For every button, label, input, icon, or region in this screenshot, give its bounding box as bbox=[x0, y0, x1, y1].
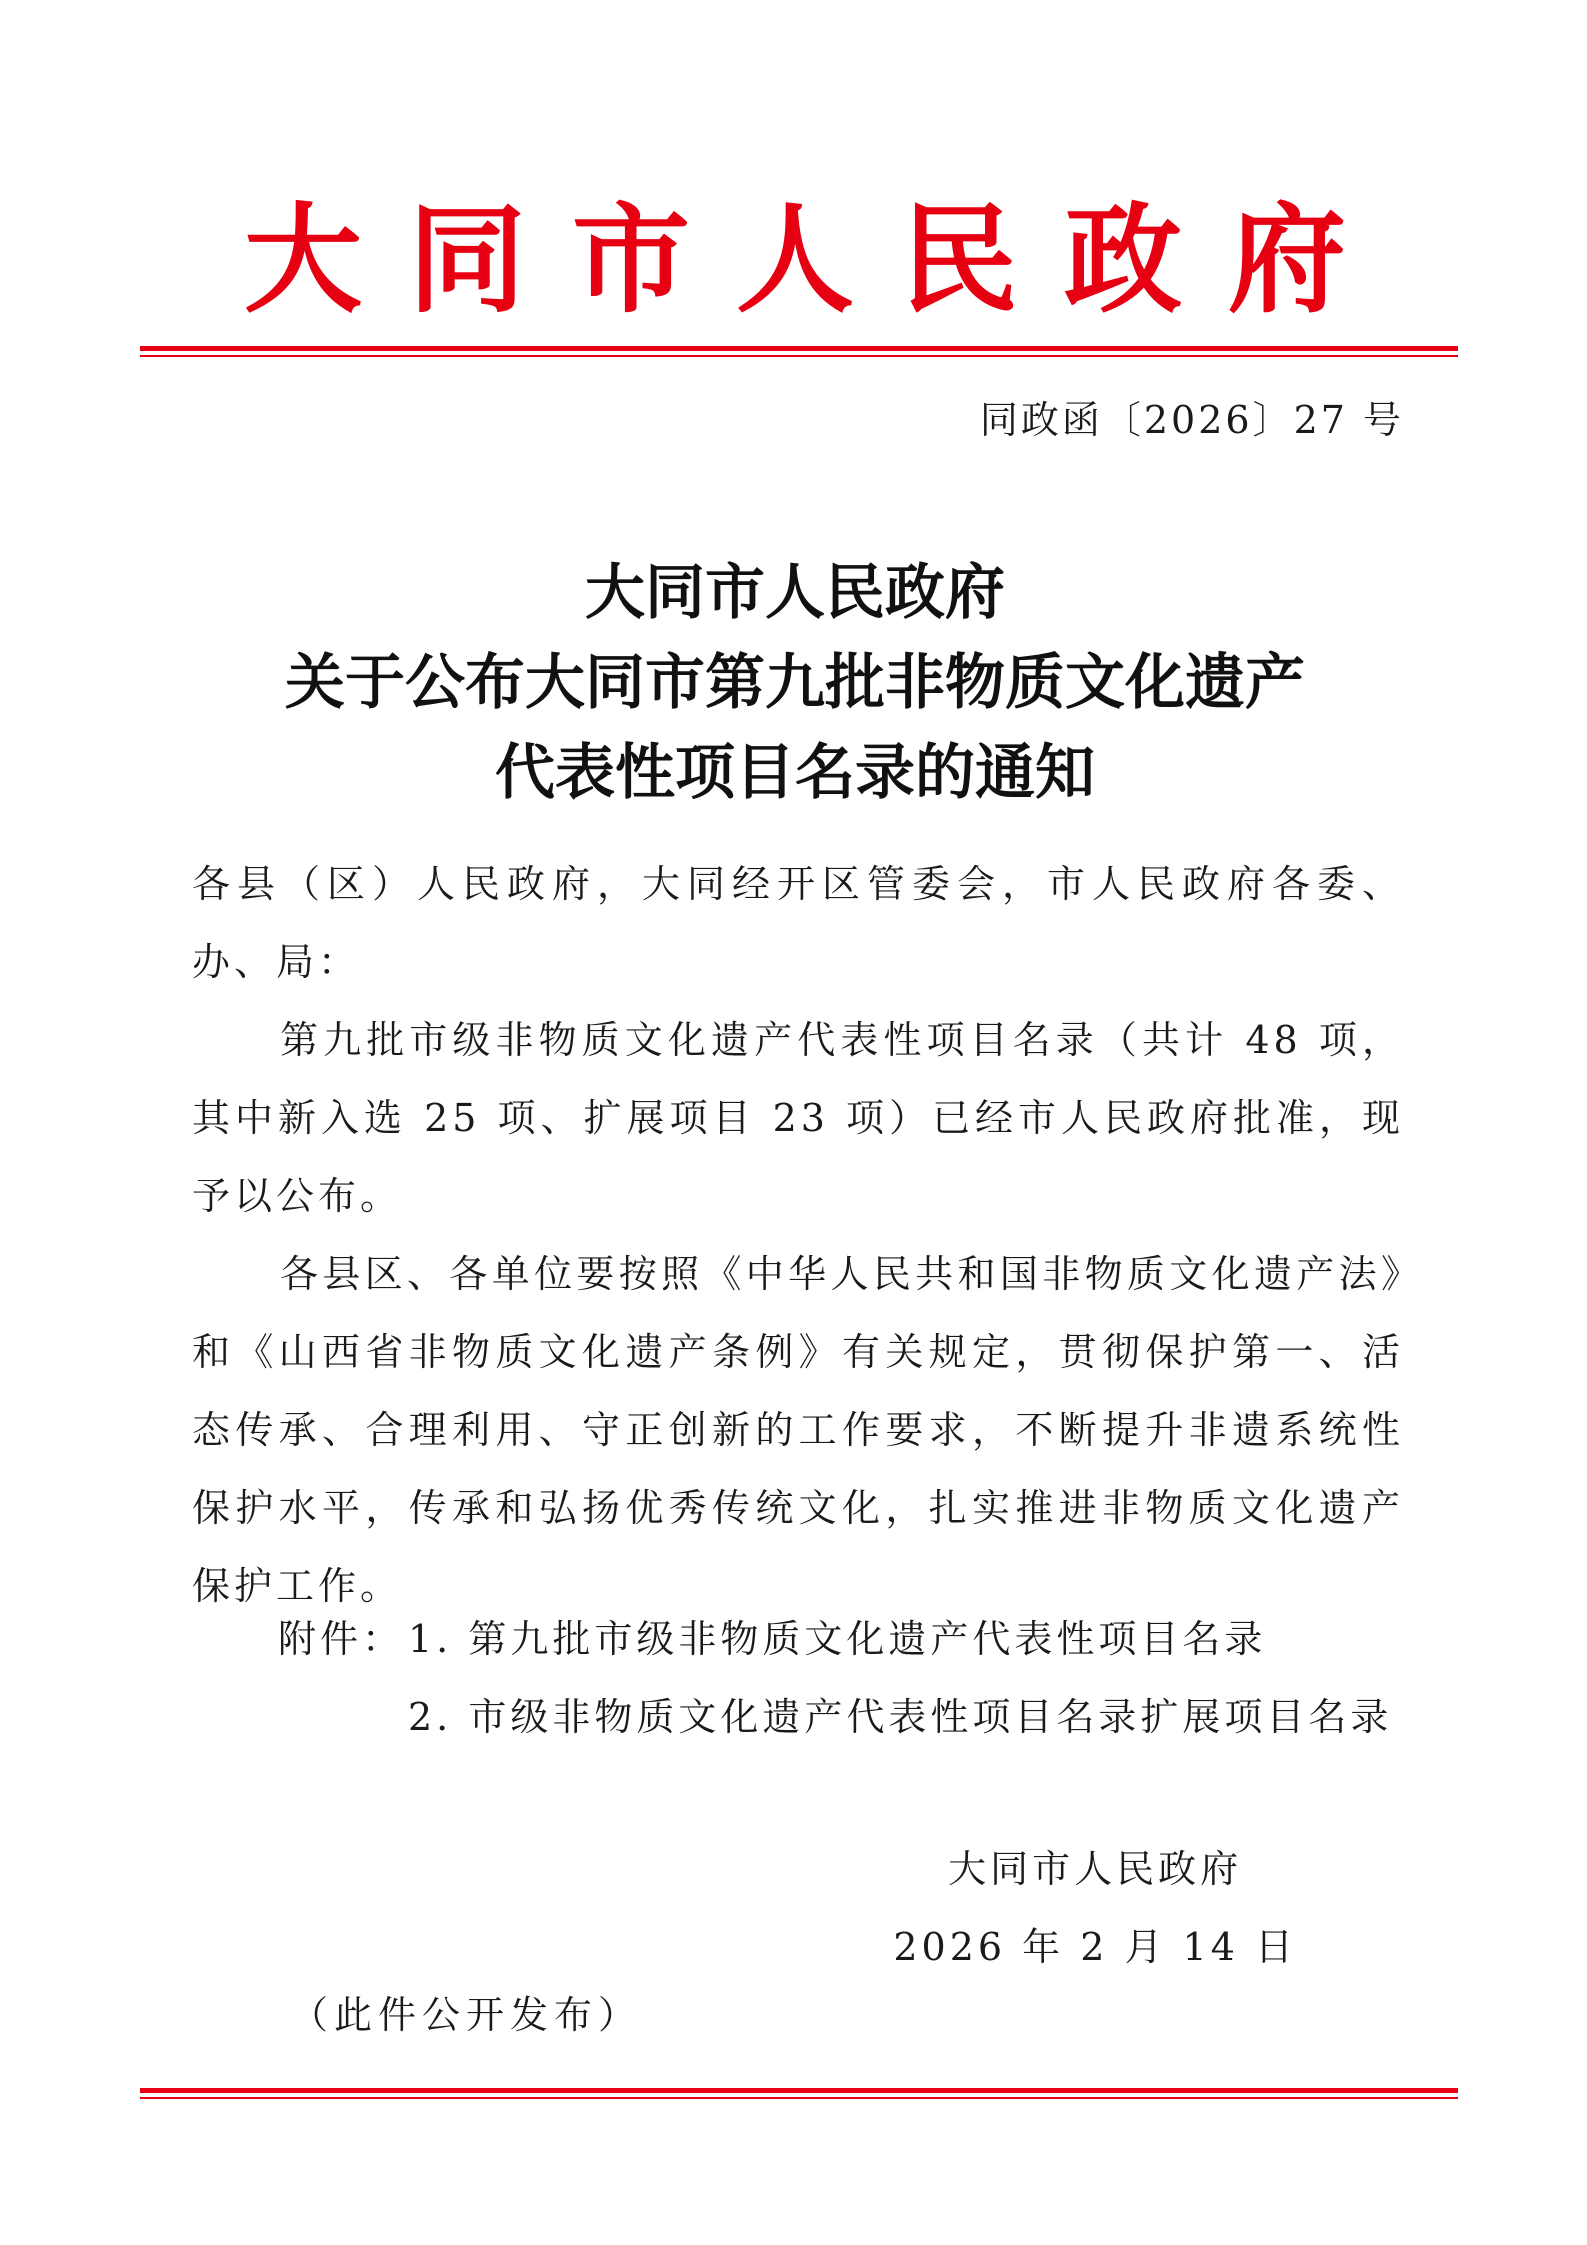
attachment-item: 2. 市级非物质文化遗产代表性项目名录扩展项目名录 bbox=[408, 1695, 1393, 1739]
masthead-divider bbox=[140, 346, 1458, 357]
issuer-name: 大同市人民政府 bbox=[948, 1847, 1243, 1891]
attachments-label: 附件： bbox=[278, 1617, 405, 1661]
document-body bbox=[192, 845, 1404, 1625]
attachment-row bbox=[278, 1678, 1392, 1756]
document-title bbox=[140, 548, 1450, 818]
footer-divider bbox=[140, 2088, 1458, 2099]
issue-date: 2026 年 2 月 14 日 bbox=[893, 1925, 1297, 1969]
body-paragraph-approval: 第九批市级非物质文化遗产代表性项目名录（共计 48 项，其中新入选 25 项、扩展项目 23 项）已经市人民政府批准，现予以公布。 bbox=[192, 1018, 1404, 1218]
attachment-item: 1. 第九批市级非物质文化遗产代表性项目名录 bbox=[408, 1617, 1267, 1661]
masthead-title: 大同市人民政府 bbox=[243, 190, 1392, 329]
document-number: 同政函〔2026〕27 号 bbox=[979, 398, 1404, 442]
attachments-list bbox=[278, 1600, 1392, 1756]
signature-block bbox=[893, 1830, 1297, 1986]
attachment-row bbox=[278, 1600, 1392, 1678]
salutation: 各县（区）人民政府，大同经开区管委会，市人民政府各委、办、局： bbox=[192, 862, 1404, 984]
title-line-subject: 关于公布大同市第九批非物质文化遗产 bbox=[285, 648, 1305, 718]
title-line-subject-end: 代表性项目名录的通知 bbox=[495, 738, 1095, 808]
title-line-issuer: 大同市人民政府 bbox=[585, 558, 1005, 628]
body-paragraph-requirements: 各县区、各单位要按照《中华人民共和国非物质文化遗产法》和《山西省非物质文化遗产条例》有关规定，贯彻保护第一、活态传承、合理利用、守正创新的工作要求，不断提升非遗系统性保护水平，传承和弘扬优秀传统文化，扎实推进非物质文化遗产保护工作。 bbox=[192, 1252, 1404, 1608]
release-note: （此件公开发布） bbox=[290, 1993, 643, 2037]
